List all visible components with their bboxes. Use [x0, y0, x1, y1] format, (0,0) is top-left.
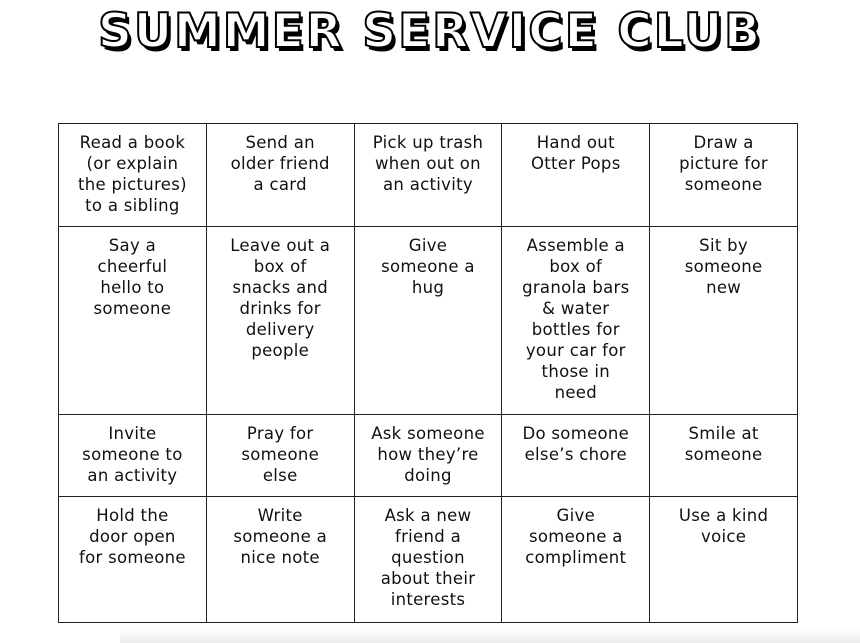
grid-cell — [650, 227, 798, 415]
cell-text: Ask someone how they’re doing — [371, 424, 485, 485]
grid-cell — [502, 227, 650, 415]
grid-cell — [206, 124, 354, 227]
grid-cell — [206, 227, 354, 415]
cell-text: Assemble a box of granola bars & water bottles for your car for those in need — [522, 236, 630, 402]
cell-text: Hand out Otter Pops — [530, 133, 621, 173]
cell-text: Read a book (or explain the pictures) to a sibling — [77, 133, 187, 215]
cell-text: Draw a picture for someone — [679, 133, 769, 194]
page-title: SUMMER SERVICE CLUB — [98, 4, 762, 59]
cell-text: Sit by someone new — [684, 236, 763, 297]
grid-row — [59, 497, 798, 623]
grid-cell — [650, 124, 798, 227]
grid-cell — [354, 124, 502, 227]
grid-cell — [354, 227, 502, 415]
grid-cell — [650, 415, 798, 497]
grid-cell — [59, 415, 207, 497]
cell-text: Pray for someone else — [241, 424, 320, 485]
grid-cell — [206, 415, 354, 497]
cell-text: Invite someone to an activity — [82, 424, 183, 485]
service-bingo-grid — [58, 123, 798, 623]
cell-text: Write someone a nice note — [233, 506, 328, 567]
grid-row — [59, 124, 798, 227]
cell-text: Do someone else’s chore — [522, 424, 630, 464]
cell-text: Give someone a hug — [381, 236, 475, 297]
cell-text: Smile at someone — [684, 424, 763, 464]
grid-row — [59, 227, 798, 415]
grid-cell — [206, 497, 354, 623]
cell-text: Send an older friend a card — [230, 133, 330, 194]
cell-text: Pick up trash when out on an activity — [372, 133, 484, 194]
cell-text: Use a kind voice — [678, 506, 769, 546]
cell-text: Give someone a compliment — [525, 506, 627, 567]
grid-cell — [650, 497, 798, 623]
cell-text: Ask a new friend a question about their interests — [380, 506, 476, 609]
cell-text: Hold the door open for someone — [78, 506, 186, 567]
grid-row — [59, 415, 798, 497]
grid-cell — [502, 415, 650, 497]
grid-cell — [502, 497, 650, 623]
grid-cell — [502, 124, 650, 227]
grid-cell — [59, 227, 207, 415]
page-edge-shadow — [120, 628, 860, 643]
grid-cell — [354, 497, 502, 623]
grid-cell — [354, 415, 502, 497]
cell-text: Say a cheerful hello to someone — [93, 236, 172, 318]
grid-cell — [59, 124, 207, 227]
grid-cell — [59, 497, 207, 623]
cell-text: Leave out a box of snacks and drinks for delivery people — [230, 236, 331, 360]
